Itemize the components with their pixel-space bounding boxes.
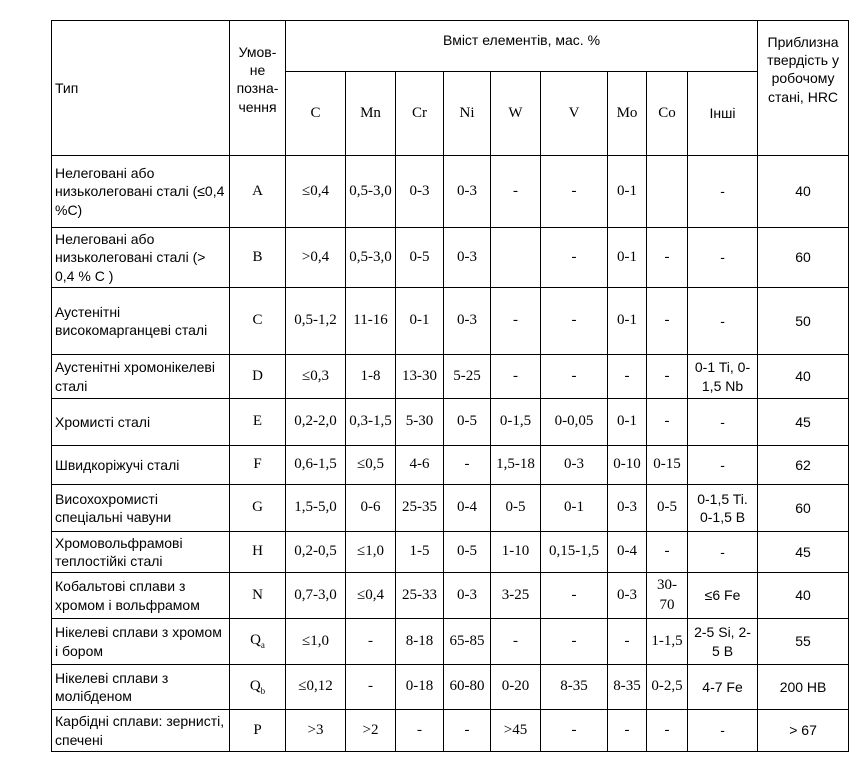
header-element: Інші: [688, 72, 758, 156]
element-content-cell: 8-35: [541, 665, 608, 710]
designation-subscript: b: [260, 685, 266, 696]
alloy-type-cell: Аустенітні хромонікелеві сталі: [52, 355, 230, 399]
designation-letter: Q: [249, 677, 261, 694]
element-content-cell: 0-1: [541, 485, 608, 532]
designation-cell: [230, 399, 286, 446]
designation-subscript: a: [260, 640, 265, 651]
element-content-cell: 0-3: [444, 228, 491, 288]
element-content-cell: -: [688, 446, 758, 485]
element-content-cell: -: [541, 156, 608, 228]
element-content-cell: 0-18: [396, 665, 444, 710]
designation-cell: [230, 156, 286, 228]
element-content-cell: 0-1,5 Ti. 0-1,5 B: [688, 485, 758, 532]
element-content-cell: 0-5: [647, 485, 688, 532]
element-content-cell: 0-6: [346, 485, 396, 532]
table-row: [52, 710, 849, 752]
hardness-cell: 60: [758, 485, 849, 532]
element-content-cell: -: [491, 355, 541, 399]
element-content-cell: 5-30: [396, 399, 444, 446]
designation-letter: Q: [250, 632, 261, 649]
element-content-cell: 0-5: [444, 532, 491, 573]
element-content-cell: 0-1: [396, 288, 444, 355]
header-element: C: [286, 72, 346, 156]
alloy-type-cell: Кобальтові сплави з хромом і вольфрамом: [52, 573, 230, 619]
designation-cell: [230, 228, 286, 288]
element-content-cell: 0-1: [608, 228, 647, 288]
element-content-cell: 0-1 Ti, 0-1,5 Nb: [688, 355, 758, 399]
element-content-cell: ≤0,4: [286, 156, 346, 228]
element-content-cell: -: [491, 156, 541, 228]
element-content-cell: 0,5-1,2: [286, 288, 346, 355]
element-content-cell: ≤0,5: [346, 446, 396, 485]
element-content-cell: 8-35: [608, 665, 647, 710]
alloy-type-cell: Нікелеві сплави з хромом і бором: [52, 619, 230, 665]
element-content-cell: -: [541, 288, 608, 355]
element-content-cell: 0-3: [444, 156, 491, 228]
header-type: Тип: [52, 21, 230, 156]
table-row: [52, 355, 849, 399]
element-content-cell: 0-3: [608, 573, 647, 619]
element-content-cell: 0-10: [608, 446, 647, 485]
designation-cell: [230, 532, 286, 573]
element-content-cell: 30-70: [647, 573, 688, 619]
alloy-type-cell: Висохохромисті спеціальні чавуни: [52, 485, 230, 532]
element-content-cell: ≤0,4: [346, 573, 396, 619]
designation-cell: [230, 619, 286, 665]
element-content-cell: 0-5: [396, 228, 444, 288]
element-content-cell: 0-15: [647, 446, 688, 485]
element-content-cell: 1-5: [396, 532, 444, 573]
element-content-cell: -: [541, 619, 608, 665]
hardness-cell: 40: [758, 355, 849, 399]
element-content-cell: 5-25: [444, 355, 491, 399]
table-row: [52, 228, 849, 288]
alloy-type-cell: Швидкоріжучі сталі: [52, 446, 230, 485]
header-element: Cr: [396, 72, 444, 156]
element-content-cell: >45: [491, 710, 541, 752]
element-content-cell: -: [647, 399, 688, 446]
element-content-cell: 65-85: [444, 619, 491, 665]
element-content-cell: 0-1,5: [491, 399, 541, 446]
designation-letter: H: [252, 543, 263, 560]
element-content-cell: 0-3: [396, 156, 444, 228]
element-content-cell: 0,5-3,0: [346, 156, 396, 228]
element-content-cell: -: [541, 573, 608, 619]
element-content-cell: -: [541, 355, 608, 399]
element-content-cell: -: [688, 710, 758, 752]
element-content-cell: 0,2-0,5: [286, 532, 346, 573]
designation-letter: F: [253, 456, 262, 473]
element-content-cell: 0-1: [608, 288, 647, 355]
designation-letter: A: [252, 182, 263, 199]
element-content-cell: -: [688, 156, 758, 228]
element-content-cell: -: [688, 228, 758, 288]
hardness-cell: 62: [758, 446, 849, 485]
table-row: [52, 573, 849, 619]
element-content-cell: -: [491, 619, 541, 665]
designation-cell: [230, 573, 286, 619]
element-content-cell: 4-6: [396, 446, 444, 485]
header-element: V: [541, 72, 608, 156]
element-content-cell: ≤6 Fe: [688, 573, 758, 619]
element-content-cell: -: [647, 288, 688, 355]
element-content-cell: 8-18: [396, 619, 444, 665]
element-content-cell: -: [647, 355, 688, 399]
designation-letter: D: [252, 367, 263, 384]
element-content-cell: -: [346, 665, 396, 710]
element-content-cell: 4-7 Fe: [688, 665, 758, 710]
element-content-cell: ≤1,0: [286, 619, 346, 665]
table-row: [52, 665, 849, 710]
designation-cell: [230, 710, 286, 752]
element-content-cell: -: [608, 710, 647, 752]
hardness-cell: 40: [758, 573, 849, 619]
element-content-cell: >2: [346, 710, 396, 752]
element-content-cell: -: [491, 288, 541, 355]
element-content-cell: 0-3: [444, 573, 491, 619]
element-content-cell: 60-80: [444, 665, 491, 710]
element-content-cell: 0-5: [491, 485, 541, 532]
element-content-cell: 0,5-3,0: [346, 228, 396, 288]
hardness-cell: 55: [758, 619, 849, 665]
hardness-cell: 40: [758, 156, 849, 228]
element-content-cell: 3-25: [491, 573, 541, 619]
table-row: [52, 485, 849, 532]
element-content-cell: -: [647, 228, 688, 288]
element-content-cell: 25-35: [396, 485, 444, 532]
designation-letter: B: [252, 248, 263, 265]
designation-cell: [230, 355, 286, 399]
element-content-cell: 0-4: [608, 532, 647, 573]
element-content-cell: -: [688, 288, 758, 355]
element-content-cell: 0-1: [608, 156, 647, 228]
element-content-cell: 1,5-18: [491, 446, 541, 485]
element-content-cell: 0-4: [444, 485, 491, 532]
table-row: [52, 446, 849, 485]
element-content-cell: -: [647, 710, 688, 752]
element-content-cell: -: [541, 710, 608, 752]
element-content-cell: ≤0,12: [286, 665, 346, 710]
element-content-cell: >3: [286, 710, 346, 752]
designation-cell: [230, 288, 286, 355]
element-content-cell: 13-30: [396, 355, 444, 399]
designation-letter: P: [253, 721, 262, 738]
designation-letter: N: [252, 586, 263, 603]
designation-cell: [230, 485, 286, 532]
element-content-cell: 1,5-5,0: [286, 485, 346, 532]
element-content-cell: 0,3-1,5: [346, 399, 396, 446]
alloy-type-cell: Нікелеві сплави з молібденом: [52, 665, 230, 710]
header-element: Mo: [608, 72, 647, 156]
designation-letter: G: [252, 499, 263, 516]
alloy-table: [51, 20, 849, 752]
header-element: W: [491, 72, 541, 156]
alloy-type-cell: Нелеговані або низьколеговані сталі (≤0,4 %C): [52, 156, 230, 228]
header-element: Ni: [444, 72, 491, 156]
element-content-cell: -: [444, 710, 491, 752]
table-row: [52, 288, 849, 355]
hardness-cell: 50: [758, 288, 849, 355]
table-body: [52, 156, 849, 752]
element-content-cell: 0-3: [541, 446, 608, 485]
element-content-cell: [491, 228, 541, 288]
alloy-type-cell: Хромисті сталі: [52, 399, 230, 446]
element-content-cell: >0,4: [286, 228, 346, 288]
header-hardness: Приблизна твердість у робочому стані, HRC: [758, 21, 849, 156]
hardness-cell: 45: [758, 399, 849, 446]
element-content-cell: 0,2-2,0: [286, 399, 346, 446]
element-content-cell: -: [444, 446, 491, 485]
hardness-cell: 60: [758, 228, 849, 288]
element-content-cell: 0-1: [608, 399, 647, 446]
table-row: [52, 399, 849, 446]
element-content-cell: [647, 156, 688, 228]
element-content-cell: 0-20: [491, 665, 541, 710]
element-content-cell: 1-1,5: [647, 619, 688, 665]
element-content-cell: 0-2,5: [647, 665, 688, 710]
element-content-cell: 0,7-3,0: [286, 573, 346, 619]
element-content-cell: 0,6-1,5: [286, 446, 346, 485]
element-content-cell: ≤1,0: [346, 532, 396, 573]
alloy-type-cell: Карбідні сплави: зернисті, спечені: [52, 710, 230, 752]
element-content-cell: -: [541, 228, 608, 288]
element-content-cell: 0-0,05: [541, 399, 608, 446]
element-content-cell: ≤0,3: [286, 355, 346, 399]
element-content-cell: -: [688, 532, 758, 573]
element-content-cell: 11-16: [346, 288, 396, 355]
alloy-type-cell: Нелеговані або низьколеговані сталі (> 0,4 % C ): [52, 228, 230, 288]
element-content-cell: -: [608, 619, 647, 665]
element-content-cell: 25-33: [396, 573, 444, 619]
element-content-cell: -: [346, 619, 396, 665]
designation-letter: E: [252, 413, 263, 430]
table-row: [52, 156, 849, 228]
header-designation: Умов-не позна-чення: [230, 21, 286, 156]
alloy-type-cell: Хромовольфрамові теплостійкі сталі: [52, 532, 230, 573]
element-content-cell: -: [647, 532, 688, 573]
element-content-cell: 0-5: [444, 399, 491, 446]
element-content-cell: 0,15-1,5: [541, 532, 608, 573]
element-content-cell: -: [608, 355, 647, 399]
header-element: Mn: [346, 72, 396, 156]
designation-letter: C: [252, 312, 263, 329]
table-row: [52, 532, 849, 573]
designation-cell: [230, 446, 286, 485]
table-row: [52, 619, 849, 665]
designation-cell: [230, 665, 286, 710]
element-content-cell: 0-3: [608, 485, 647, 532]
element-content-cell: -: [396, 710, 444, 752]
hardness-cell: 200 HB: [758, 665, 849, 710]
header-content: Вміст елементів, мас. %: [286, 21, 758, 72]
header-element: Co: [647, 72, 688, 156]
element-content-cell: 1-10: [491, 532, 541, 573]
element-content-cell: 1-8: [346, 355, 396, 399]
element-content-cell: -: [688, 399, 758, 446]
hardness-cell: > 67: [758, 710, 849, 752]
element-content-cell: 0-3: [444, 288, 491, 355]
alloy-type-cell: Аустенітні високомарганцеві сталі: [52, 288, 230, 355]
hardness-cell: 45: [758, 532, 849, 573]
element-content-cell: 2-5 Si, 2-5 B: [688, 619, 758, 665]
